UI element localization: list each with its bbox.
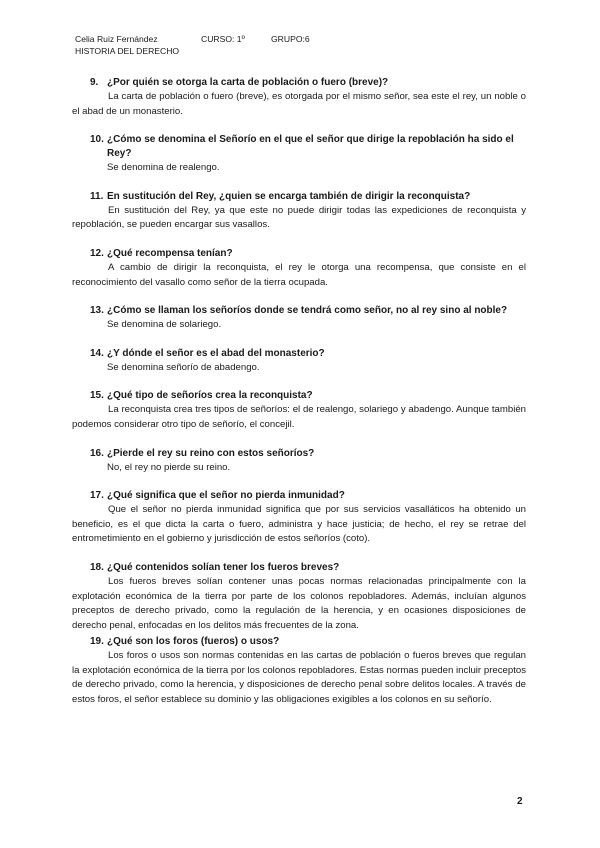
answer-text: En sustitución del Rey, ya que este no puede dirigir todas las expediciones de reconquista y repoblación, se pueden encargar sus vasallos. [72,204,526,231]
question-heading [72,347,526,361]
question-item [72,304,526,333]
question-item [72,389,526,432]
question-heading [72,76,526,90]
question-item [72,133,526,176]
question-number: 19. [90,636,104,648]
question-text: ¿Qué recompensa tenían? [107,247,233,259]
subject-title: HISTORIA DEL DERECHO [75,46,180,56]
question-list [72,76,526,708]
question-number: 10. [90,134,104,146]
answer-text: Los foros o usos son normas contenidas en las cartas de población o fueros breves que regulan la explotación económica de la tierra por los colonos repobladores. Estas normas pueden incluir preceptos de derecho privado, como la herencia, y disposiciones de derecho penal sobre delitos locales. A través de estos foros, el señor establece su dominio y las obligaciones exigibles a los colonos en su señorío. [72,650,526,706]
question-text: ¿Cómo se denomina el Señorío en el que el señor que dirige la repoblación ha sido el Rey? [107,134,514,160]
question-text: ¿Qué contenidos solían tener los fueros breves? [107,561,340,573]
question-text: ¿Qué tipo de señoríos crea la reconquista? [107,390,313,402]
question-number: 18. [90,561,104,573]
question-text: ¿Pierde el rey su reino con estos señoríos? [107,447,315,459]
student-name: Celia Ruiz Fernández [75,34,158,44]
page-number: 2 [517,796,523,807]
question-number: 16. [90,447,104,459]
question-text: ¿Por quién se otorga la carta de población o fuero (breve)? [107,77,389,88]
answer-text: La carta de población o fuero (breve), es otorgada por el mismo señor, sea este el rey, un noble o el abad de un monasterio. [72,91,526,117]
answer-text: Se denomina de realengo. [107,162,220,174]
answer-text: Se denomina de solariego. [107,319,222,331]
question-number: 12. [90,247,104,259]
answer-text: Se denomina señorío de abadengo. [107,361,260,373]
question-heading [72,635,526,649]
answer-text: Los fueros breves solían contener unas pocas normas relacionadas principalmente con la explotación económica de la tierra por parte de los colonos repobladores. Además, incluían algunos preceptos de derecho privado, como la regulación de la herencia, y en ocasiones disposiciones de derecho penal, enfocadas en los delitos más frecuentes de la zona. [72,575,526,631]
question-item [72,76,526,119]
question-number: 14. [90,347,104,359]
answer-text: Que el señor no pierda inmunidad significa que por sus servicios vasalláticos ha obtenido un beneficio, es el que dicta la carta o fuero, administra y hace justicia; de hecho, el rey se retrae del entrometimiento en el gobierno y jurisdicción de estos señoríos (coto). [72,504,526,545]
course-label: CURSO: 1º [201,34,245,44]
answer-text: A cambio de dirigir la reconquista, el rey le otorga una recompensa, que consiste en el reconocimiento del vasallo como señor de la tierra ocupada. [72,261,526,288]
answer-text: La reconquista crea tres tipos de señoríos: el de realengo, solariego y abadengo. Aunque también podemos considerar otro tipo de señorío, el concejil. [72,404,526,430]
question-heading [72,133,526,161]
question-heading [72,190,526,204]
group-label: GRUPO:6 [271,34,310,44]
question-item [72,347,526,376]
question-heading [72,389,526,403]
question-number: 13. [90,305,104,317]
question-item [72,489,526,547]
question-number: 9. [90,77,99,88]
question-text: ¿Cómo se llaman los señoríos donde se tendrá como señor, no al rey sino al noble? [107,305,508,317]
question-heading [72,561,526,575]
question-item [72,447,526,476]
question-heading [72,247,526,261]
question-item [72,561,526,633]
question-text: ¿Qué son los foros (fueros) o usos? [107,636,280,648]
question-number: 11. [90,190,104,202]
question-number: 15. [90,390,104,402]
question-text: ¿Y dónde el señor es el abad del monasterio? [107,347,325,359]
question-text: En sustitución del Rey, ¿quien se encarga también de dirigir la reconquista? [107,190,471,202]
question-item [72,635,526,707]
question-item [72,247,526,290]
question-number: 17. [90,490,104,502]
question-text: ¿Qué significa que el señor no pierda inmunidad? [107,490,345,502]
page-header [75,33,310,57]
question-heading [72,489,526,503]
answer-text: No, el rey no pierde su reino. [107,461,231,473]
question-heading [72,304,526,318]
question-item [72,190,526,233]
question-heading [72,447,526,461]
header-line [75,33,310,45]
